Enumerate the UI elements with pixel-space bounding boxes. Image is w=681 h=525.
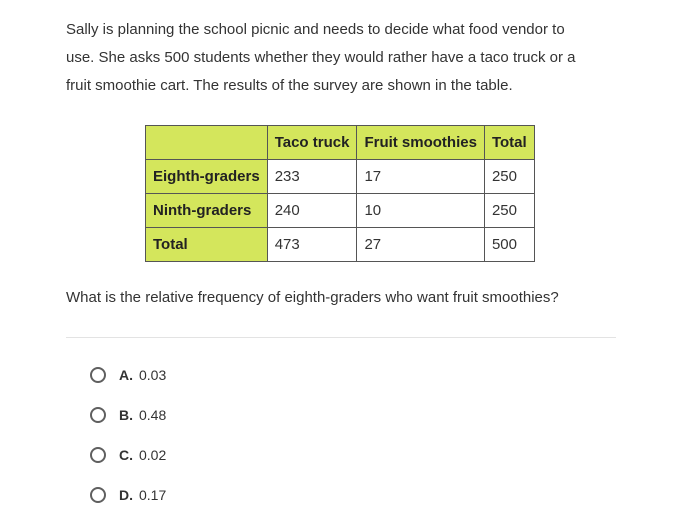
answer-option-c[interactable] (90, 445, 166, 465)
column-header-total: Total (484, 126, 534, 160)
radio-button-icon[interactable] (90, 367, 106, 383)
survey-table-container (145, 125, 535, 262)
table-row (146, 228, 535, 262)
table-header-row (146, 126, 535, 160)
question-text: What is the relative frequency of eighth-graders who want fruit smoothies? (66, 289, 559, 306)
option-text: 0.03 (139, 367, 167, 383)
passage-line: fruit smoothie cart. The results of the survey are shown in the table. (66, 77, 513, 94)
table-cell: 17 (357, 160, 485, 194)
survey-table (145, 125, 535, 262)
table-cell: 27 (357, 228, 485, 262)
radio-button-icon[interactable] (90, 487, 106, 503)
table-row (146, 194, 535, 228)
passage-line: use. She asks 500 students whether they would rather have a taco truck or a (66, 49, 576, 66)
table-cell: 240 (267, 194, 357, 228)
option-text: 0.17 (139, 487, 167, 503)
table-corner-cell (146, 126, 268, 160)
table-row (146, 160, 535, 194)
option-text: 0.48 (139, 407, 167, 423)
table-cell: 10 (357, 194, 485, 228)
option-letter: B. (119, 407, 133, 423)
table-cell: 250 (484, 160, 534, 194)
answer-option-d[interactable] (90, 485, 166, 505)
table-cell: 500 (484, 228, 534, 262)
radio-button-icon[interactable] (90, 407, 106, 423)
passage-text (66, 16, 626, 100)
option-letter: C. (119, 447, 133, 463)
divider (66, 337, 616, 338)
table-cell: 473 (267, 228, 357, 262)
answer-option-b[interactable] (90, 405, 166, 425)
passage-line: Sally is planning the school picnic and needs to decide what food vendor to (66, 21, 565, 38)
column-header-fruit-smoothies: Fruit smoothies (357, 126, 485, 160)
row-header-ninth-graders: Ninth-graders (146, 194, 268, 228)
radio-button-icon[interactable] (90, 447, 106, 463)
column-header-taco-truck: Taco truck (267, 126, 357, 160)
answer-option-a[interactable] (90, 365, 166, 385)
table-cell: 250 (484, 194, 534, 228)
option-letter: A. (119, 367, 133, 383)
option-text: 0.02 (139, 447, 167, 463)
row-header-eighth-graders: Eighth-graders (146, 160, 268, 194)
table-cell: 233 (267, 160, 357, 194)
answer-options (90, 365, 166, 525)
row-header-total: Total (146, 228, 268, 262)
option-letter: D. (119, 487, 133, 503)
